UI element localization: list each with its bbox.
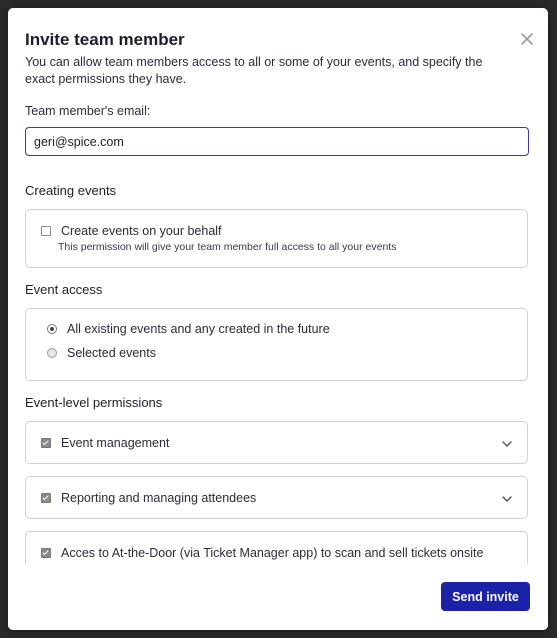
permission-panel-reporting[interactable] [25,476,528,519]
access-all-label: All existing events and any created in the future [67,322,330,336]
email-label: Team member's email: [25,104,151,118]
permissions-title: Event-level permissions [25,395,163,410]
at-the-door-label: Acces to At-the-Door (via Ticket Manager app) to scan and sell tickets onsite [61,546,484,560]
access-all-radio[interactable] [47,324,57,334]
close-icon[interactable] [520,32,534,46]
modal-subtitle: You can allow team members access to all or some of your events, and specify the exact permissions they have. [25,55,483,86]
permission-reporting[interactable] [41,491,256,505]
access-selected-radio[interactable] [47,348,57,358]
reporting-label: Reporting and managing attendees [61,491,257,505]
permission-event-management[interactable] [41,436,169,450]
creating-events-title: Creating events [25,183,117,198]
send-invite-button[interactable]: Send invite [441,582,530,611]
access-option-all[interactable] [47,322,330,336]
event-access-box [25,308,528,381]
email-field[interactable] [25,127,529,156]
creating-events-box [25,209,528,268]
chevron-down-icon[interactable] [501,437,513,449]
permission-at-the-door[interactable] [41,546,483,560]
create-events-option[interactable] [41,224,222,238]
access-option-selected[interactable] [47,346,156,360]
modal-title: Invite team member [25,30,185,49]
event-management-checkbox[interactable] [41,438,51,448]
create-events-description: This permission will give your team member full access to all your events [58,241,397,253]
at-the-door-checkbox[interactable] [41,548,51,558]
create-events-label: Create events on your behalf [61,224,222,238]
chevron-down-icon[interactable] [501,492,513,504]
event-management-label: Event management [61,436,170,450]
permission-panel-event-management[interactable] [25,421,528,464]
event-access-title: Event access [25,282,103,297]
reporting-checkbox[interactable] [41,493,51,503]
create-events-checkbox[interactable] [41,226,51,236]
access-selected-label: Selected events [67,346,156,360]
invite-modal [8,8,548,630]
